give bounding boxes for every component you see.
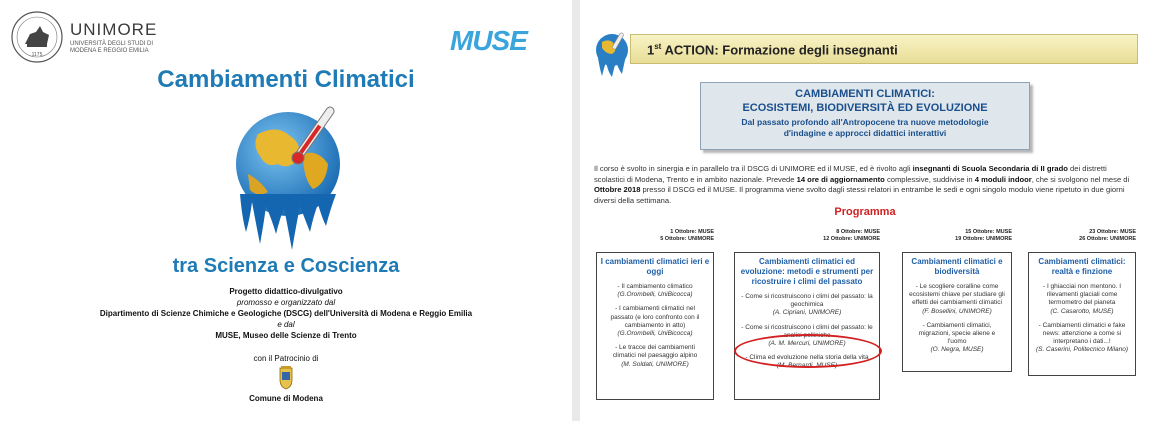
module-date: 19 Ottobre: UNIMORE (955, 235, 1012, 242)
module-date: 15 Ottobre: MUSE (965, 229, 1012, 235)
university-subtitle-line: UNIVERSITÀ DEGLI STUDI DI (70, 41, 154, 47)
module-item-speaker: (M. Bernardi, MUSE) (776, 362, 838, 370)
module-date: 1 Ottobre: MUSE (670, 229, 714, 235)
module-item-speaker: (G.Orombelli, UniBicocca) (617, 330, 693, 338)
unimore-seal-icon (10, 10, 64, 64)
module-date: 8 Ottobre: MUSE (836, 229, 880, 235)
module-date: 23 Ottobre: MUSE (1089, 229, 1136, 235)
intro-text: dei distretti scolastici di Modena, Trento e in ambito nazionale. Prevede (594, 164, 1107, 184)
module-date: 26 Ottobre: UNIMORE (1079, 235, 1136, 242)
course-title-box (700, 82, 1030, 150)
course-title-line2: ECOSISTEMI, BIODIVERSITÀ ED EVOLUZIONE (742, 102, 988, 114)
module-item (603, 305, 707, 338)
module-2-dates (734, 229, 880, 242)
patronage-text: con il Patrocinio di (253, 354, 319, 363)
action-ordinal: st (654, 42, 662, 51)
intro-text: , che si svolgono nel mese di (1031, 174, 1130, 184)
module-item (603, 344, 707, 369)
module-4-dates (1028, 229, 1136, 242)
intro-text: complessive, suddivise in (884, 174, 975, 184)
module-item-text: - Cambiamenti climatici, migrazioni, specie aliene e l'uomo (918, 321, 996, 346)
muse-logo-text: MUSE (450, 25, 527, 56)
module-date: 12 Ottobre: UNIMORE (823, 235, 880, 242)
module-3-box (902, 252, 1012, 372)
action-title (647, 42, 898, 57)
left-page-flyer (0, 0, 572, 421)
module-item-speaker: (A. M. Mercuri, UNIMORE) (768, 340, 846, 348)
intro-bold: Ottobre 2018 (594, 185, 641, 194)
module-item (909, 283, 1005, 316)
credits-line: e dal (277, 320, 295, 329)
highlight-ellipse (734, 334, 882, 368)
flyer-title: Cambiamenti Climatici (157, 66, 415, 93)
module-item-text: - Le tracce dei cambiamenti climatici nel paesaggio alpino (612, 344, 698, 360)
module-item-speaker: (G.Orombelli, UniBicocca) (617, 291, 693, 299)
module-1-box (596, 252, 714, 400)
small-globe-icon (592, 30, 632, 78)
module-item (741, 293, 873, 318)
module-item-speaker: (O. Negra, MUSE) (930, 346, 984, 354)
module-item-speaker: (M. Soldati, UNIMORE) (621, 360, 689, 368)
intro-bold: 4 moduli indoor (974, 174, 1032, 184)
muse-logo (448, 22, 548, 58)
module-4-box (1028, 252, 1136, 376)
module-date: 5 Ottobre: UNIMORE (660, 235, 714, 242)
credits-line: Progetto didattico-divulgativo (229, 287, 343, 296)
project-credits (0, 286, 572, 341)
module-item-text: - I cambiamenti climatici nel passato (e loro confronto con il cambiamento in atto) (610, 305, 700, 329)
flyer-subtitle: tra Scienza e Coscienza (172, 255, 400, 277)
action-number: 1 (647, 42, 655, 58)
module-item-text: - Come si ricostruiscono i climi del passato: la geochimica (741, 293, 873, 309)
credits-line: Dipartimento di Scienze Chimiche e Geologiche (DSCG) dell'Università di Modena e Reggio Emilia (99, 309, 473, 318)
module-item-speaker: (S. Caserini, Politecnico Milano) (1035, 346, 1129, 354)
module-item-text: - I ghiacciai non mentono. I rilevamenti glaciali come termometro del pianeta (1042, 283, 1122, 307)
module-title: Cambiamenti climatici: realtà e finzione (1038, 257, 1126, 276)
module-1-dates (596, 229, 714, 242)
module-item (1035, 322, 1129, 355)
course-description: Dal passato profondo all'Antropocene tra nuove metodologie d'indagine e approcci didattici interattivi (741, 117, 989, 138)
course-intro-paragraph (594, 164, 1134, 206)
action-text: ACTION: Formazione degli insegnanti (661, 42, 898, 58)
module-2-box (734, 252, 880, 400)
university-name: UNIMORE (70, 20, 158, 39)
comune-crest-icon (276, 366, 296, 390)
module-item (909, 322, 1005, 355)
module-item-text: - Come si ricostruiscono i climi del passato: le analisi polliniche (741, 323, 873, 339)
programma-heading: Programma (834, 206, 896, 218)
intro-bold: insegnanti di Scuola Secondaria di II grado (912, 164, 1068, 173)
module-item-speaker: (F. Bosellini, UNIMORE) (922, 307, 992, 315)
module-item-text: - Il cambiamento climatico (617, 283, 693, 290)
module-item-text: - Cambiamenti climatici e fake news: attenzione a come si interpretano i dati...! (1038, 321, 1126, 346)
melting-globe-thermometer-icon (218, 94, 368, 254)
credits-line: MUSE, Museo delle Scienze di Trento (215, 331, 357, 340)
module-item-text: - Clima ed evoluzione nella storia della vita (745, 354, 869, 362)
module-item-speaker: (C. Casarotto, MUSE) (1050, 307, 1114, 315)
university-subtitle-line: MODENA E REGGIO EMILIA (70, 48, 149, 54)
module-item-text: - Le scogliere coralline come ecosistemi chiave per studiare gli effetti dei cambiamenti climatici (909, 283, 1005, 307)
comune-name: Comune di Modena (249, 394, 323, 403)
module-title: Cambiamenti climatici e biodiversità (911, 257, 1003, 276)
intro-text: Il corso è svolto in sinergia e in parallelo tra il DSCG di UNIMORE ed il MUSE, ed è rivolto agli (594, 164, 913, 173)
module-item (603, 283, 707, 299)
module-item-speaker: (A. Cipriani, UNIMORE) (772, 309, 842, 317)
intro-text: presso il DSCG ed il MUSE. Il programma viene svolto dagli stessi relatori in entrambe le sedi e ogni singolo modulo viene ripetuto in due giorni diversi della settimana. (594, 185, 1125, 205)
module-title: Cambiamenti climatici ed evoluzione: metodi e strumenti per ricostruire i climi del passato (740, 257, 874, 286)
seal-year: 1175 (31, 52, 43, 58)
module-3-dates (902, 229, 1012, 242)
university-subtitle (70, 41, 160, 55)
credits-line: promosso e organizzato dal (236, 298, 336, 307)
module-item (1035, 283, 1129, 316)
intro-bold: 14 ore di aggiornamento (796, 174, 885, 184)
course-title-line1: CAMBIAMENTI CLIMATICI: (795, 88, 935, 100)
module-title: I cambiamenti climatici ieri e oggi (600, 257, 710, 276)
action-header (630, 34, 1138, 64)
right-page-program (580, 0, 1150, 421)
